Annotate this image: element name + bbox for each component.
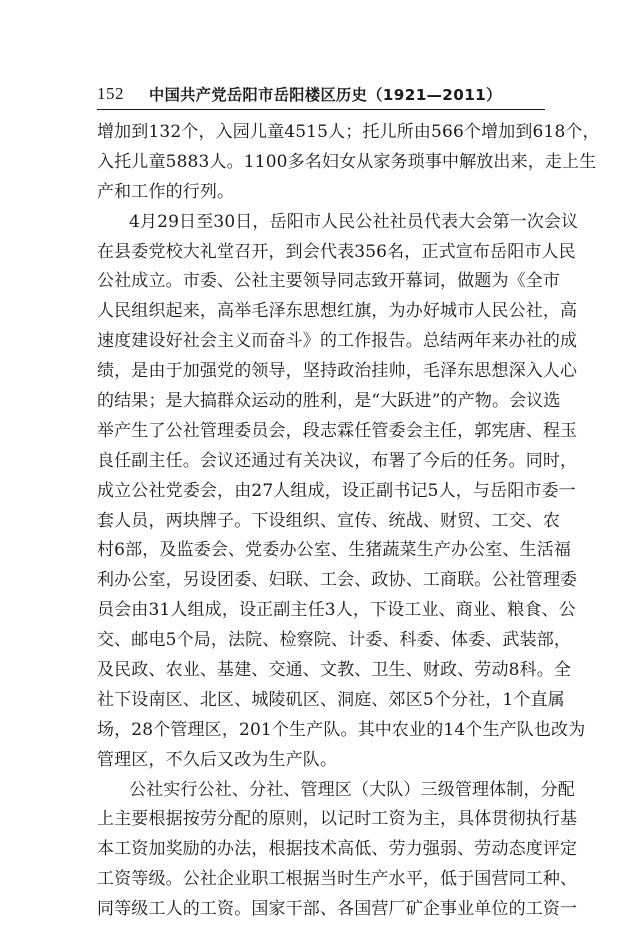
text-line: 管理区，不久后又改为生产队。 — [97, 749, 338, 770]
paragraph — [97, 208, 586, 776]
text-line: 社下设南区、北区、城陵矶区、洞庭、郊区5个分社，1个直属 — [97, 689, 565, 710]
text-line: 人民组织起来，高举毛泽东思想红旗，为办好城市人民公社，高 — [97, 301, 578, 322]
text-line: 4月29日至30日，岳阳市人民公社社员代表大会第一次会议 — [129, 211, 579, 232]
running-title: 中国共产党岳阳市岳阳楼区历史（1921—2011） — [149, 86, 502, 104]
text-line: 成立公社党委会，由27人组成，设正副书记5人，与岳阳市委一 — [97, 480, 576, 501]
text-line: 村6部，及监委会、党委办公室、生猪蔬菜生产办公室、生活福 — [97, 540, 572, 561]
header-rule — [97, 109, 545, 110]
text-line: 员会由31人组成，设正副主任3人，下设工业、商业、粮食、公 — [97, 600, 576, 621]
text-line: 上主要根据按劳分配的原则，以记时工资为主，具体贯彻执行基 — [97, 809, 578, 830]
text-line: 公社实行公社、分社、管理区（大队）三级管理体制，分配 — [129, 779, 575, 800]
text-line: 增加到132个，入园儿童4515人；托儿所由566个增加到618个， — [97, 122, 600, 142]
text-line: 的结果；是大搞群众运动的胜利，是“大跃进”的产物。会议选 — [97, 391, 561, 412]
text-line: 工资等级。公社企业职工根据当时生产水平，低于国营同工种、 — [97, 869, 578, 890]
page-header — [97, 80, 545, 110]
page-number: 152 — [97, 84, 124, 103]
text-line: 利办公室，另设团委、妇联、工会、政协、工商联。公社管理委 — [97, 570, 578, 591]
text-line: 入托儿童5883人。1100多名妇女从家务琐事中解放出来，走上生 — [97, 151, 597, 172]
text-line: 公社成立。市委、公社主要领导同志致开幕词，做题为《全市 — [97, 271, 561, 292]
paragraph — [97, 776, 578, 925]
text-line: 在县委党校大礼堂召开，到会代表356名，正式宣布岳阳市人民 — [97, 241, 576, 262]
body-text — [97, 118, 600, 925]
text-line: 良任副主任。会议还通过有关决议，布署了今后的任务。同时， — [97, 450, 578, 471]
text-line: 举产生了公社管理委员会，段志霖任管委会主任，郭宪唐、程玉 — [97, 420, 578, 441]
text-line: 本工资加奖励的办法，根据技术高低、劳力强弱、劳动态度评定 — [97, 839, 578, 860]
paragraph — [97, 118, 600, 208]
text-line: 及民政、农业、基建、交通、文教、卫生、财政、劳动8科。全 — [97, 660, 572, 681]
text-line: 绩，是由于加强党的领导，坚持政治挂帅，毛泽东思想深入人心 — [97, 361, 578, 382]
text-line: 场，28个管理区，201个生产队。其中农业的14个生产队也改为 — [97, 719, 586, 740]
text-line: 交、邮电5个局，法院、检察院、计委、科委、体委、武装部， — [97, 630, 572, 651]
text-line: 速度建设好社会主义而奋斗》的工作报告。总结两年来办社的成 — [97, 331, 578, 352]
text-line: 同等级工人的工资。国家干部、各国营厂矿企事业单位的工资一 — [97, 899, 578, 920]
text-line: 产和工作的行列。 — [97, 181, 235, 202]
text-line: 套人员，两块牌子。下设组织、宣传、统战、财贸、工交、农 — [97, 510, 561, 531]
